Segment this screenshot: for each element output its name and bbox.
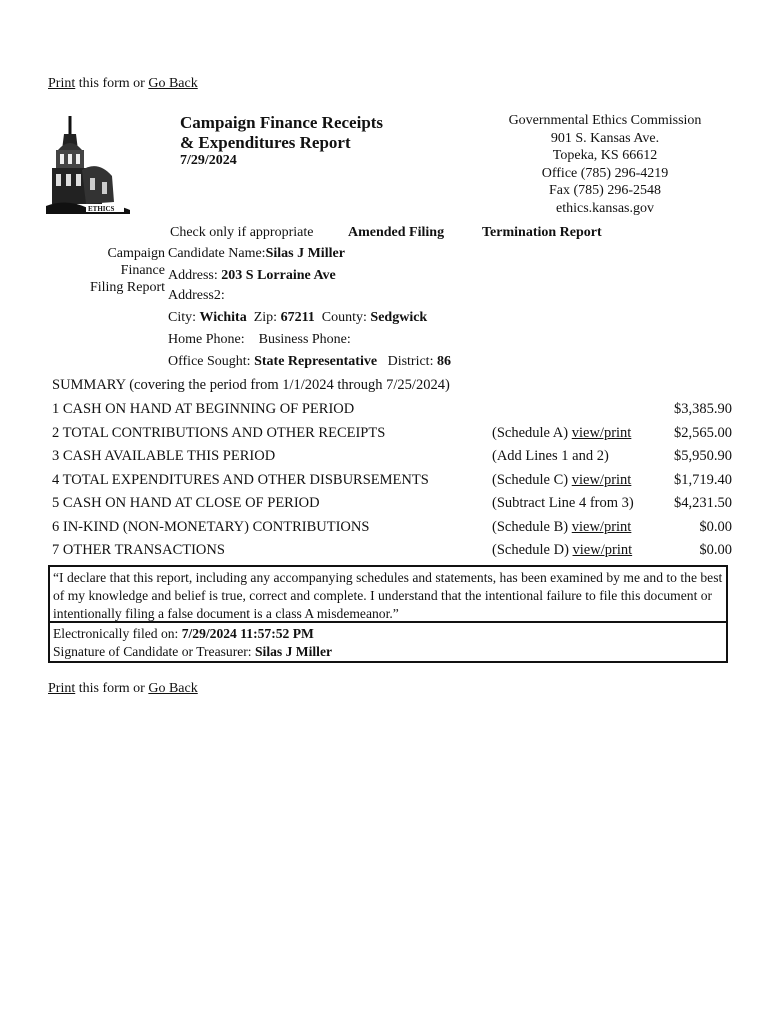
city-row: [168, 310, 427, 326]
commission-city: Topeka, KS 66612: [552, 148, 658, 163]
schedule-label: (Schedule C): [492, 471, 572, 488]
statehouse-logo: [46, 112, 130, 214]
summary-row-schedule: [492, 425, 631, 442]
summary-row: [52, 448, 732, 470]
svg-text:ETHICS: ETHICS: [88, 205, 115, 213]
summary-row: [52, 425, 732, 447]
summary-row: [52, 495, 732, 517]
view-print-link[interactable]: view/print: [571, 518, 632, 535]
nav-text-bottom: this form or: [75, 681, 149, 696]
schedule-label: (Subtract Line 4 from 3): [492, 495, 634, 511]
side-label-campaign: Campaign: [107, 246, 165, 261]
signature-row: [53, 643, 723, 661]
office-sought-label: Office Sought:: [168, 354, 255, 369]
side-label-finance: Finance: [120, 263, 165, 278]
summary-row: [52, 519, 732, 541]
address-label: Address:: [168, 268, 222, 283]
summary-row-amount: $1,719.40: [674, 471, 732, 488]
commission-street: 901 S. Kansas Ave.: [550, 130, 660, 146]
termination-report-option: Termination Report: [482, 225, 602, 240]
report-title-line2: & Expenditures Report: [180, 133, 351, 152]
summary-row-label: 1 CASH ON HAND AT BEGINNING OF PERIOD: [52, 401, 355, 417]
county-label: County:: [321, 310, 371, 325]
summary-heading: SUMMARY (covering the period from 1/1/2024 through 7/25/2024): [52, 377, 450, 393]
summary-row-amount: $4,231.50: [674, 495, 732, 511]
summary-row-label: 5 CASH ON HAND AT CLOSE OF PERIOD: [52, 495, 320, 511]
print-link[interactable]: Print: [48, 76, 76, 91]
top-nav: [48, 76, 198, 92]
signature-box: [48, 621, 728, 663]
address2-row: [168, 288, 225, 304]
report-title-line1: Campaign Finance Receipts: [180, 113, 384, 132]
commission-fax: Fax (785) 296-2548: [549, 183, 661, 198]
signature-label: Signature of Candidate or Treasurer:: [53, 644, 255, 659]
report-date: 7/29/2024: [180, 153, 237, 168]
summary-row-amount: $3,385.90: [674, 401, 732, 417]
commission-office-phone: Office (785) 296-4219: [541, 165, 669, 181]
schedule-label: (Schedule A): [492, 424, 572, 441]
nav-text: this form or: [75, 76, 149, 91]
summary-row: [52, 401, 732, 423]
summary-row: [52, 542, 732, 564]
summary-row-amount: $0.00: [699, 542, 732, 558]
filed-on-row: [53, 625, 723, 643]
go-back-link[interactable]: Go Back: [148, 76, 198, 91]
phone-row: [168, 332, 351, 348]
side-label-filing-report: Filing Report: [89, 280, 165, 295]
filed-on-value: 7/29/2024 11:57:52 PM: [181, 626, 314, 641]
zip-value: 67211: [280, 310, 315, 325]
county-value: Sedgwick: [370, 310, 428, 325]
schedule-label: (Add Lines 1 and 2): [492, 448, 609, 464]
signature-value: Silas J Miller: [254, 644, 333, 659]
summary-row-schedule: [492, 472, 631, 489]
candidate-name-label: Candidate Name:: [168, 246, 266, 261]
zip-label: Zip:: [253, 310, 281, 325]
go-back-link-bottom[interactable]: Go Back: [148, 681, 198, 696]
declaration-box: [48, 565, 728, 623]
summary-row-amount: $5,950.90: [674, 448, 732, 464]
declaration-text: “I declare that this report, including any accompanying schedules and statements, has been examined by me and to the best of my knowledge and belief is true, correct and complete. I understand that the intentional failure to file this document or intentionally filing a false document is a class A misdemeanor.”: [53, 570, 723, 621]
address2-label: Address2:: [168, 288, 225, 303]
schedule-label: (Schedule B): [492, 518, 572, 535]
schedule-label: (Schedule D): [492, 542, 573, 558]
summary-row-schedule: [492, 519, 631, 536]
business-phone-label: Business Phone:: [258, 332, 351, 347]
city-label: City:: [168, 310, 200, 325]
office-sought-value: State Representative: [254, 354, 378, 369]
home-phone-label: Home Phone:: [168, 332, 245, 347]
city-value: Wichita: [199, 310, 247, 325]
district-label: District:: [387, 354, 437, 369]
amended-filing-option: Amended Filing: [348, 225, 445, 240]
check-label: Check only if appropriate: [170, 225, 314, 240]
summary-row: [52, 472, 732, 494]
view-print-link[interactable]: view/print: [571, 424, 632, 441]
summary-row-label: 7 OTHER TRANSACTIONS: [52, 542, 225, 558]
summary-row-label: 3 CASH AVAILABLE THIS PERIOD: [52, 448, 276, 464]
commission-website: ethics.kansas.gov: [556, 200, 654, 216]
bottom-nav: [48, 681, 198, 697]
print-link-bottom[interactable]: Print: [48, 681, 76, 696]
view-print-link[interactable]: view/print: [571, 471, 632, 488]
summary-row-schedule: [492, 448, 609, 465]
district-value: 86: [436, 354, 451, 369]
summary-row-label: 4 TOTAL EXPENDITURES AND OTHER DISBURSEMENTS: [52, 471, 429, 488]
candidate-name-row: [168, 246, 345, 262]
summary-row-label: 2 TOTAL CONTRIBUTIONS AND OTHER RECEIPTS: [52, 424, 386, 441]
filed-on-label: Electronically filed on:: [53, 626, 182, 641]
office-row: [168, 354, 451, 370]
address-row: [168, 268, 336, 284]
commission-name: Governmental Ethics Commission: [508, 113, 702, 128]
address-value: 203 S Lorraine Ave: [221, 268, 336, 283]
commission-block: [490, 112, 720, 217]
candidate-name-value: Silas J Miller: [265, 246, 345, 261]
summary-row-amount: $0.00: [699, 518, 732, 535]
summary-row-schedule: [492, 495, 634, 512]
view-print-link[interactable]: view/print: [572, 542, 633, 558]
summary-row-label: 6 IN-KIND (NON-MONETARY) CONTRIBUTIONS: [52, 518, 370, 535]
summary-row-schedule: [492, 542, 632, 559]
summary-row-amount: $2,565.00: [674, 424, 732, 441]
